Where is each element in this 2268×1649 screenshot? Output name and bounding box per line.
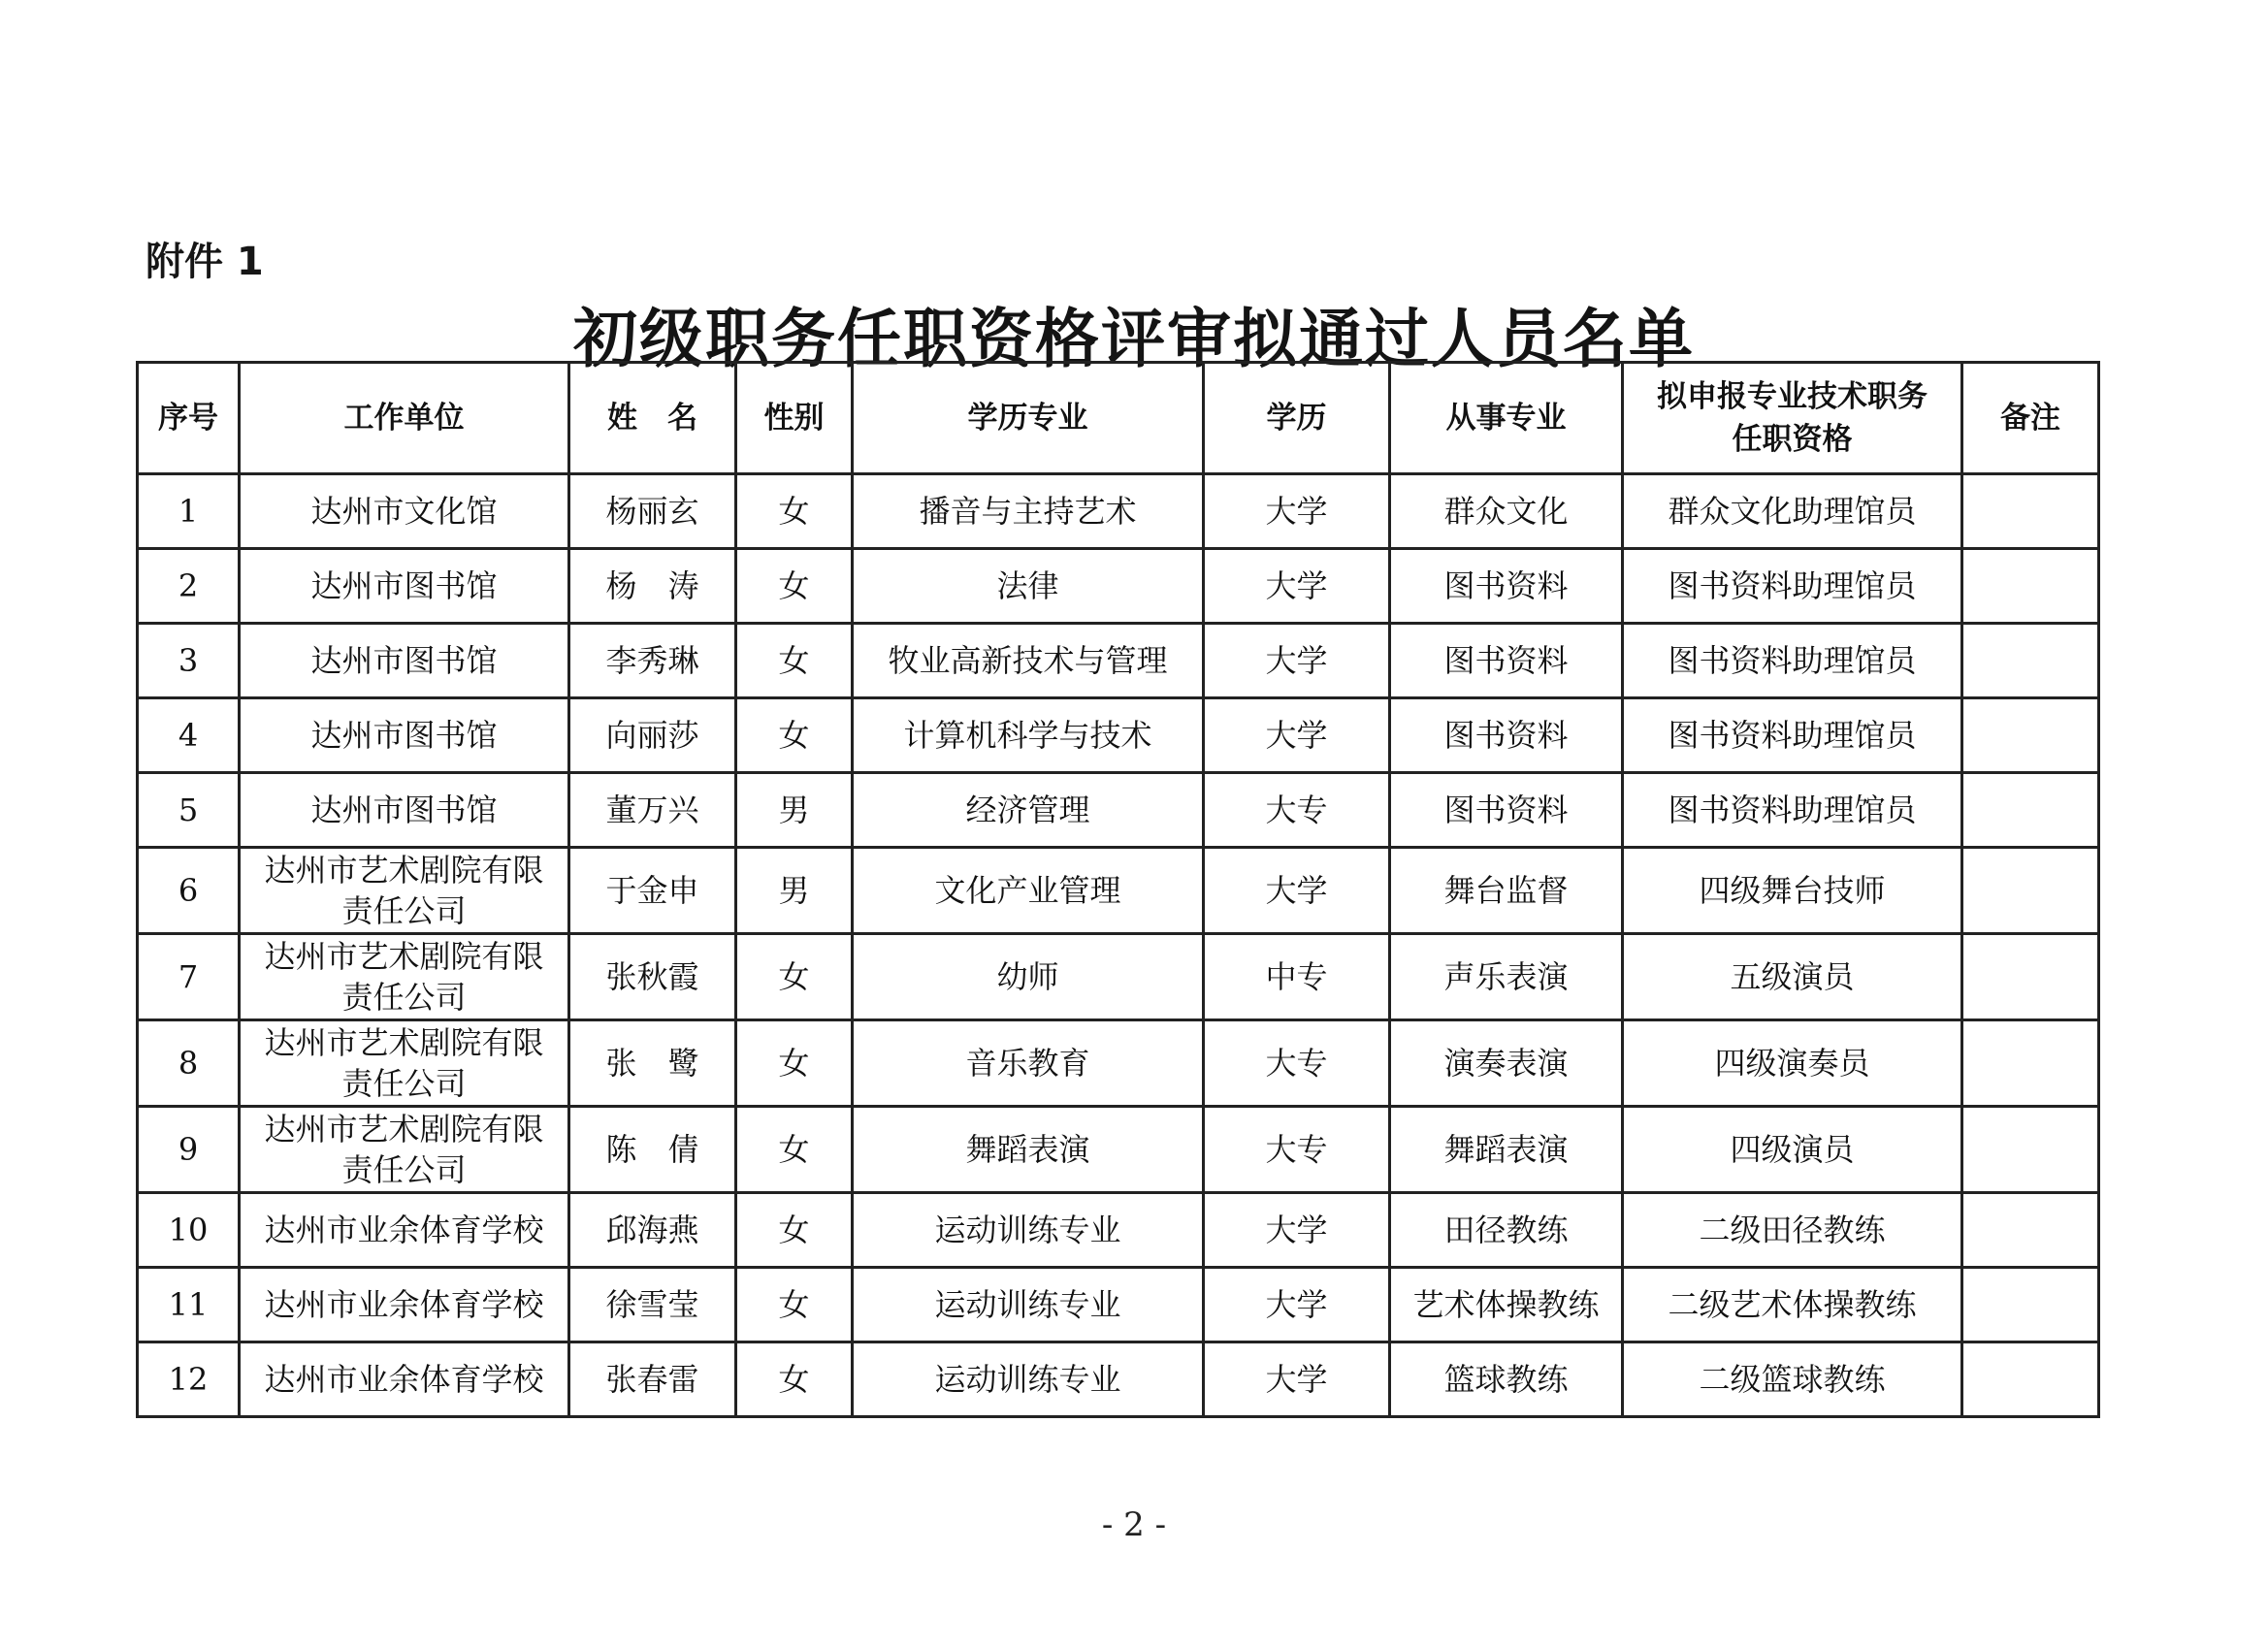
cell-education: 大学 [1204,1342,1390,1417]
table-row [138,1020,2099,1107]
cell-field: 舞蹈表演 [1390,1107,1623,1193]
header-row [138,363,2099,474]
cell-unit: 达州市图书馆 [240,773,569,848]
header-gender: 性别 [736,363,853,474]
table-row [138,1193,2099,1268]
header-field: 从事专业 [1390,363,1623,474]
cell-remarks [1962,773,2099,848]
cell-name: 董万兴 [569,773,736,848]
cell-name: 李秀琳 [569,624,736,698]
cell-unit-line1: 达州市艺术剧院有限 [264,852,544,889]
cell-major: 音乐教育 [853,1020,1204,1107]
cell-qualification: 图书资料助理馆员 [1623,549,1962,624]
cell-qualification: 四级舞台技师 [1623,848,1962,934]
cell-major: 舞蹈表演 [853,1107,1204,1193]
cell-gender: 女 [736,1268,853,1342]
header-major: 学历专业 [853,363,1204,474]
cell-name: 徐雪莹 [569,1268,736,1342]
page-number: - 2 - [1101,1505,1167,1544]
cell-field: 演奏表演 [1390,1020,1623,1107]
cell-qualification: 图书资料助理馆员 [1623,624,1962,698]
header-name: 姓 名 [569,363,736,474]
cell-gender: 女 [736,1020,853,1107]
cell-education: 大学 [1204,474,1390,549]
cell-qualification: 二级田径教练 [1623,1193,1962,1268]
cell-field: 群众文化 [1390,474,1623,549]
cell-field: 图书资料 [1390,773,1623,848]
cell-name: 陈 倩 [569,1107,736,1193]
cell-major: 经济管理 [853,773,1204,848]
cell-remarks [1962,698,2099,773]
cell-seq: 5 [138,773,240,848]
cell-education: 大学 [1204,1268,1390,1342]
cell-unit-line2: 责任公司 [341,892,467,929]
cell-unit: 达州市业余体育学校 [240,1342,569,1417]
cell-field: 舞台监督 [1390,848,1623,934]
cell-name: 于金申 [569,848,736,934]
header-qualification [1623,363,1962,474]
cell-unit-line1: 达州市艺术剧院有限 [264,1111,544,1148]
cell-major: 文化产业管理 [853,848,1204,934]
cell-unit [240,848,569,934]
cell-seq: 7 [138,934,240,1020]
table-row [138,698,2099,773]
cell-major: 播音与主持艺术 [853,474,1204,549]
cell-seq: 9 [138,1107,240,1193]
cell-education: 大学 [1204,1193,1390,1268]
cell-seq: 6 [138,848,240,934]
cell-major: 运动训练专业 [853,1193,1204,1268]
cell-education: 大学 [1204,848,1390,934]
table-row [138,1268,2099,1342]
cell-seq: 1 [138,474,240,549]
cell-unit [240,934,569,1020]
cell-unit: 达州市业余体育学校 [240,1193,569,1268]
cell-name: 张 鹭 [569,1020,736,1107]
cell-major: 运动训练专业 [853,1268,1204,1342]
cell-seq: 3 [138,624,240,698]
cell-gender: 女 [736,474,853,549]
cell-name: 杨 涛 [569,549,736,624]
cell-name: 张春雷 [569,1342,736,1417]
table-row [138,773,2099,848]
header-unit: 工作单位 [240,363,569,474]
cell-gender: 女 [736,1193,853,1268]
cell-education: 大学 [1204,624,1390,698]
cell-unit-line1: 达州市艺术剧院有限 [264,1024,544,1061]
cell-field: 图书资料 [1390,698,1623,773]
cell-remarks [1962,1193,2099,1268]
header-seq: 序号 [138,363,240,474]
header-education: 学历 [1204,363,1390,474]
cell-gender: 女 [736,549,853,624]
cell-education: 大专 [1204,1020,1390,1107]
cell-unit [240,1020,569,1107]
cell-unit-line2: 责任公司 [341,1151,467,1188]
cell-unit: 达州市业余体育学校 [240,1268,569,1342]
cell-unit-line2: 责任公司 [341,979,467,1016]
cell-gender: 女 [736,1342,853,1417]
cell-education: 中专 [1204,934,1390,1020]
cell-remarks [1962,1107,2099,1193]
cell-seq: 11 [138,1268,240,1342]
cell-qualification: 五级演员 [1623,934,1962,1020]
table-row [138,934,2099,1020]
cell-qualification: 二级艺术体操教练 [1623,1268,1962,1342]
cell-unit: 达州市图书馆 [240,549,569,624]
cell-unit: 达州市文化馆 [240,474,569,549]
cell-qualification: 四级演奏员 [1623,1020,1962,1107]
cell-education: 大专 [1204,1107,1390,1193]
roster-table [136,361,2100,1418]
cell-gender: 女 [736,934,853,1020]
cell-qualification: 群众文化助理馆员 [1623,474,1962,549]
cell-unit-line2: 责任公司 [341,1065,467,1102]
cell-remarks [1962,848,2099,934]
cell-unit-line1: 达州市艺术剧院有限 [264,938,544,975]
cell-seq: 10 [138,1193,240,1268]
cell-name: 邱海燕 [569,1193,736,1268]
cell-qualification: 二级篮球教练 [1623,1342,1962,1417]
cell-unit: 达州市图书馆 [240,624,569,698]
cell-remarks [1962,934,2099,1020]
cell-seq: 8 [138,1020,240,1107]
cell-education: 大学 [1204,698,1390,773]
cell-field: 篮球教练 [1390,1342,1623,1417]
header-qualification-line2: 任职资格 [1732,422,1853,457]
cell-qualification: 四级演员 [1623,1107,1962,1193]
cell-seq: 4 [138,698,240,773]
table-row [138,1342,2099,1417]
cell-gender: 女 [736,1107,853,1193]
cell-field: 田径教练 [1390,1193,1623,1268]
cell-qualification: 图书资料助理馆员 [1623,773,1962,848]
cell-major: 牧业高新技术与管理 [853,624,1204,698]
cell-education: 大学 [1204,549,1390,624]
table-row [138,1107,2099,1193]
cell-field: 图书资料 [1390,624,1623,698]
table-row [138,624,2099,698]
cell-remarks [1962,549,2099,624]
cell-remarks [1962,624,2099,698]
cell-gender: 女 [736,698,853,773]
table-row [138,848,2099,934]
cell-qualification: 图书资料助理馆员 [1623,698,1962,773]
cell-major: 幼师 [853,934,1204,1020]
cell-field: 声乐表演 [1390,934,1623,1020]
cell-name: 张秋霞 [569,934,736,1020]
cell-major: 运动训练专业 [853,1342,1204,1417]
cell-gender: 男 [736,773,853,848]
cell-field: 图书资料 [1390,549,1623,624]
cell-seq: 12 [138,1342,240,1417]
cell-name: 杨丽玄 [569,474,736,549]
cell-name: 向丽莎 [569,698,736,773]
cell-seq: 2 [138,549,240,624]
cell-unit: 达州市图书馆 [240,698,569,773]
header-remarks: 备注 [1962,363,2099,474]
cell-gender: 男 [736,848,853,934]
cell-unit [240,1107,569,1193]
table-row [138,474,2099,549]
cell-remarks [1962,474,2099,549]
cell-remarks [1962,1020,2099,1107]
cell-major: 法律 [853,549,1204,624]
page-title: 初级职务任职资格评审拟通过人员名单 [573,301,1695,376]
cell-major: 计算机科学与技术 [853,698,1204,773]
attachment-label: 附件 1 [146,240,264,284]
cell-remarks [1962,1342,2099,1417]
table-row [138,549,2099,624]
cell-gender: 女 [736,624,853,698]
cell-field: 艺术体操教练 [1390,1268,1623,1342]
cell-remarks [1962,1268,2099,1342]
cell-education: 大专 [1204,773,1390,848]
header-qualification-line1: 拟申报专业技术职务 [1657,379,1928,414]
